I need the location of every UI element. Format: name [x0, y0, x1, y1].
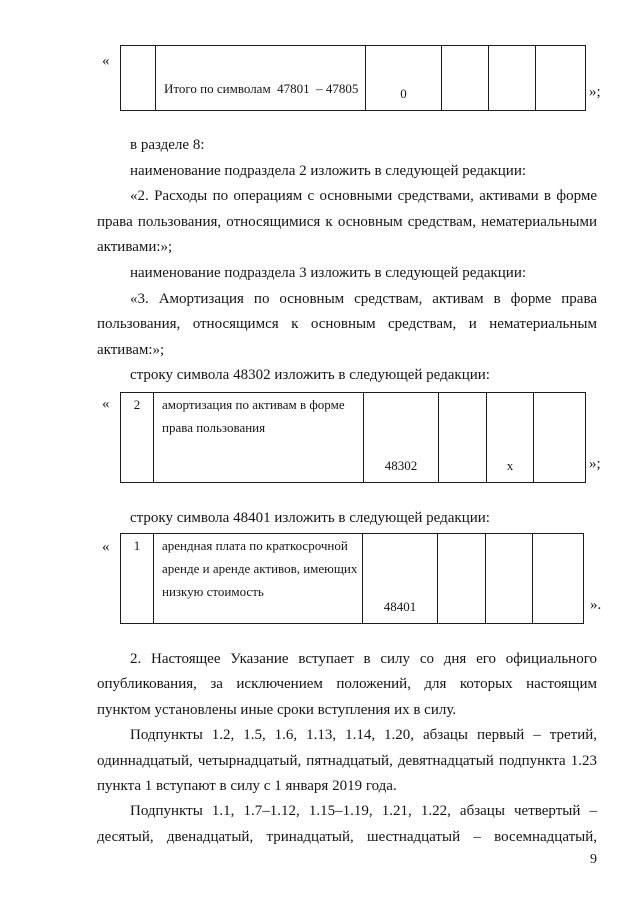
table-open-quote: « [102, 53, 110, 69]
clause-2-line: пунктом установлены иные сроки вступления их в силу. [97, 701, 457, 718]
clause-2-line: 2. Настоящее Указание вступает в силу со дня его официального [130, 651, 597, 667]
table-row-48401 [120, 533, 584, 624]
row-label-cell [156, 46, 366, 111]
row-number-cell [121, 393, 154, 483]
table-row-47801 [120, 45, 586, 111]
row-mark: х [506, 458, 514, 473]
row-name-cell [154, 534, 363, 624]
row-number: 2 [133, 397, 141, 412]
table-close-quote: »; [589, 84, 601, 100]
table-row-48302 [120, 392, 586, 483]
row-symbol: 48401 [383, 599, 417, 614]
table-open-quote: « [102, 396, 110, 412]
empty-cell [489, 46, 536, 111]
subsection-2-title-line: активами:»; [97, 239, 173, 256]
row-name-cell [154, 393, 364, 483]
row-name-line: права пользования [162, 420, 266, 435]
empty-cell [442, 46, 489, 111]
next-provision-line: Подпункты 1.1, 1.7–1.12, 1.15–1.19, 1.21, 1.22, абзацы четвертый – [130, 803, 597, 820]
table-open-quote: « [102, 539, 110, 555]
row-name-line: аренде и аренде активов, имеющих [162, 561, 358, 576]
empty-cell [536, 46, 586, 111]
row-value: 0 [400, 86, 407, 101]
effective-2019-line: одиннадцатый, четырнадцатый, пятнадцатый, девятнадцатый подпункта 1.23 [97, 752, 597, 769]
row-label: Итого по символам 47801 – 47805 [164, 81, 359, 96]
value-cell [366, 46, 442, 111]
row-48401-instruction: строку символа 48401 изложить в следующей редакции: [130, 510, 490, 526]
row-name-line: амортизация по активам в форме [162, 397, 345, 412]
section-8-text [97, 133, 597, 389]
row-name-line: низкую стоимость [162, 584, 264, 599]
symbol-cell [364, 393, 439, 483]
table-close-quote: »; [589, 456, 601, 472]
row-48302-instruction: строку символа 48302 изложить в следующей редакции: [130, 367, 490, 384]
clause-2-line: опубликования, за исключением положений, для которых настоящим [97, 676, 597, 693]
subsection-3-title-line: пользования, относящимся к основным средствам, и нематериальным [97, 316, 597, 333]
next-provision-line: десятый, двенадцатый, тринадцатый, шестнадцатый – восемнадцатый, [97, 828, 597, 845]
empty-cell [121, 46, 156, 111]
subsection-2-title-line: «2. Расходы по операциям с основными средствами, активами в форме [130, 188, 597, 205]
empty-cell [486, 534, 533, 624]
symbol-cell [363, 534, 438, 624]
subsection-3-instruction: наименование подраздела 3 изложить в следующей редакции: [130, 264, 527, 281]
row-48401-instruction-block [97, 506, 597, 532]
subsection-3-title-line: «3. Амортизация по основным средствам, активам в форме права [130, 290, 597, 307]
row-name-line: арендная плата по краткосрочной [162, 538, 348, 553]
empty-cell [533, 534, 584, 624]
effective-2019-line: пункта 1 вступают в силу с 1 января 2019 года. [97, 777, 397, 794]
subsection-2-instruction: наименование подраздела 2 изложить в следующей редакции: [130, 162, 527, 179]
row-number-cell [121, 534, 154, 624]
mark-cell [487, 393, 534, 483]
clause-2-text [97, 647, 597, 850]
table-close-quote: ». [590, 597, 602, 613]
row-number: 1 [133, 538, 141, 553]
empty-cell [438, 534, 486, 624]
empty-cell [439, 393, 487, 483]
section-intro: в разделе 8: [130, 137, 205, 153]
row-symbol: 48302 [384, 458, 418, 473]
empty-cell [534, 393, 586, 483]
page-number: 9 [590, 852, 597, 867]
subsection-3-title-line: активам:»; [97, 341, 165, 358]
subsection-2-title-line: права пользования, относящимися к основным средствам, нематериальными [97, 213, 597, 230]
effective-2019-line: Подпункты 1.2, 1.5, 1.6, 1.13, 1.14, 1.20, абзацы первый – третий, [130, 727, 597, 744]
